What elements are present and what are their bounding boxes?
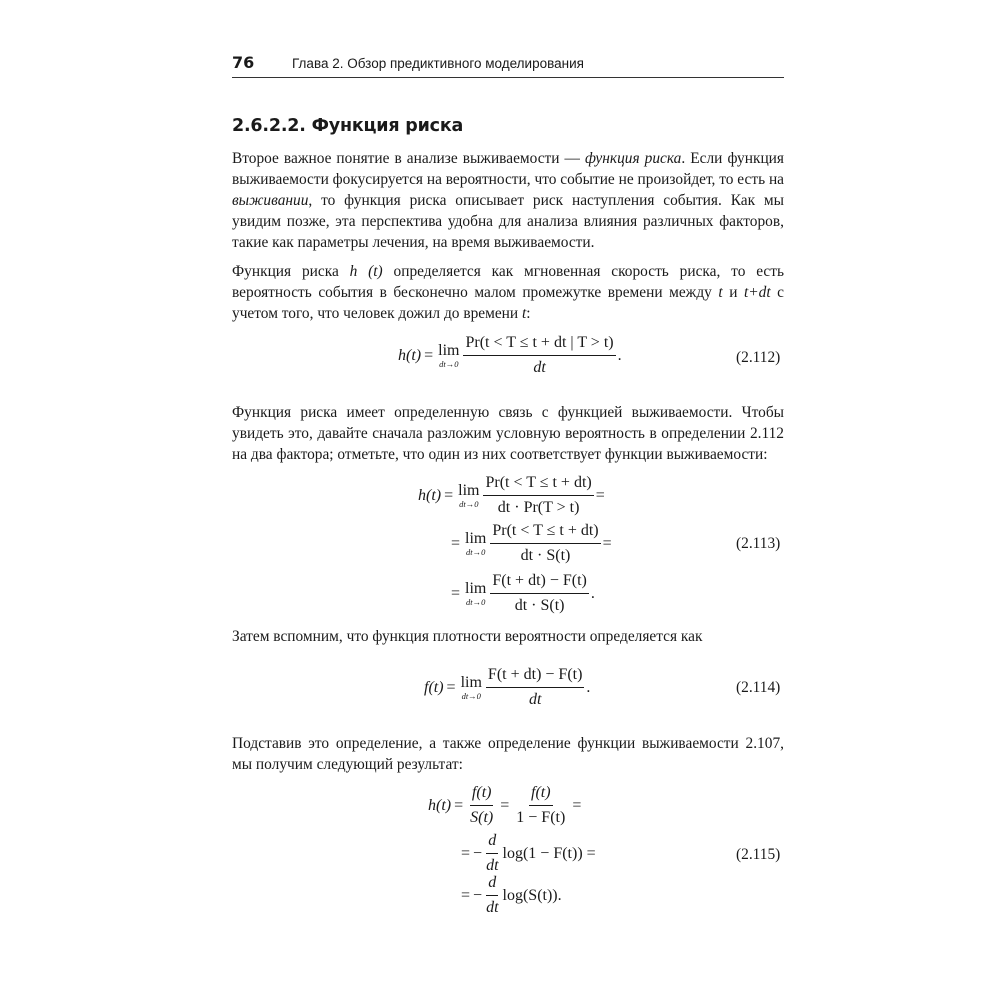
page-header <box>232 50 784 78</box>
limit-operator: lim dt→0 <box>460 673 482 701</box>
derivative-fraction: $\frac{d}{dt}$ <box>486 832 499 874</box>
eq-end: . <box>617 346 622 364</box>
eq-sign: = <box>424 346 434 364</box>
equation-2-113-row-2: = lim dt→0 $\frac{Pr(t < T \le t + dt)}{dt \cdot S(t)}$ = <box>451 522 612 564</box>
term-survival: выживании <box>232 192 309 209</box>
math-inline-t: t <box>718 284 723 301</box>
paragraph-substitution: Подставив это определение, а также определение функции выживаемости 2.107, мы получим следующий результат: <box>232 735 784 773</box>
page-number: 76 <box>232 53 255 72</box>
equation-2-115-row-1: h(t) = $\frac{f(t)}{S(t)}$ = $\frac{f(t)}{1 - F(t)}$ = <box>428 784 582 826</box>
fraction <box>463 334 615 377</box>
fraction: $\frac{F(t + dt) - F(t)}{dt \cdot S(t)}$ <box>492 572 587 614</box>
section-title: 2.6.2.2. Функция риска <box>232 116 464 136</box>
eq-lhs: f(t) <box>424 678 444 696</box>
equation-number-2-113: (2.113) <box>736 535 781 552</box>
paragraph-relation: Функция риска имеет определенную связь с функцией выживаемости. Чтобы увидеть это, давайте сначала разложим условную вероятность в определении 2.112 на два фактора; отметьте, что один из них соответствует функции выживаемости: <box>232 404 784 463</box>
paragraph-density: Затем вспомним, что функция плотности вероятности определяется как <box>232 628 703 645</box>
equation-2-114: f(t) = lim dt→0 $\frac{F(t + dt) - F(t)}{dt}$ . <box>424 666 591 708</box>
equation-number-2-114: (2.114) <box>736 679 781 696</box>
equation-2-113-row-1: h(t) = lim dt→0 $\frac{Pr(t < T \le t + dt)}{dt \cdot Pr(T > t)}$ = <box>418 474 605 516</box>
derivative-fraction: $\frac{d}{dt}$ <box>486 874 499 916</box>
eq-lhs: h(t) <box>398 346 422 364</box>
fraction: $\frac{f(t)}{S(t)}$ <box>470 784 494 826</box>
math-inline-h: h (t) <box>349 263 383 280</box>
equation-2-113-row-3: = lim dt→0 $\frac{F(t + dt) - F(t)}{dt \cdot S(t)}$ . <box>451 572 595 614</box>
math-inline-t2: t <box>522 305 527 322</box>
limit-operator: lim dt→0 <box>465 529 487 557</box>
equation-2-115-row-2: = − $\frac{d}{dt}$ log(1 − F(t)) = <box>461 832 596 874</box>
fraction: $\frac{Pr(t < T \le t + dt)}{dt \cdot S(t)}$ <box>492 522 599 564</box>
log-expression: log(1 − F(t)) = <box>502 844 596 862</box>
equation-2-112 <box>398 334 622 377</box>
fraction: $\frac{f(t)}{1 - F(t)}$ <box>516 784 566 826</box>
eq-lhs: h(t) <box>418 486 442 504</box>
fraction: $\frac{Pr(t < T \le t + dt)}{dt \cdot Pr(T > t)}$ <box>485 474 592 516</box>
eq-lhs: h(t) <box>428 796 452 814</box>
equation-number-2-115: (2.115) <box>736 846 781 863</box>
paragraph-hazard-definition: Функция риска h (t) определяется как мгновенная скорость риска, то есть вероятность события в бесконечно малом промежутке времени между t и t+dt с учетом того, что человек дожил до времени t: <box>232 263 785 322</box>
term-hazard-function: функция риска <box>584 150 682 167</box>
log-expression: log(S(t)). <box>502 886 562 904</box>
equation-number-2-112: (2.112) <box>736 349 781 366</box>
limit-operator: lim dt→0 <box>465 579 487 607</box>
running-head: Глава 2. Обзор предиктивного моделирования <box>292 56 584 71</box>
numerator: Pr(t < T ≤ t + dt | T > t) <box>463 334 615 356</box>
denominator: dt <box>533 359 546 376</box>
limit-operator: lim dt→0 <box>458 481 480 509</box>
limit-operator: lim dt→0 <box>438 341 460 369</box>
math-inline-t-dt: t+dt <box>743 284 771 301</box>
fraction: $\frac{F(t + dt) - F(t)}{dt}$ <box>487 666 583 708</box>
paragraph-intro: Второе важное понятие в анализе выживаемости — функция риска. Если функция выживаемости фокусируется на вероятности, что событие не произойдет, то есть на выживании, то функция риска описывает риск наступления события. Как мы увидим позже, эта перспектива удобна для анализа влияния различных факторов, такие как параметры лечения, на время выживаемости. <box>232 150 785 251</box>
equation-2-115-row-3: = − $\frac{d}{dt}$ log(S(t)). <box>461 874 562 916</box>
